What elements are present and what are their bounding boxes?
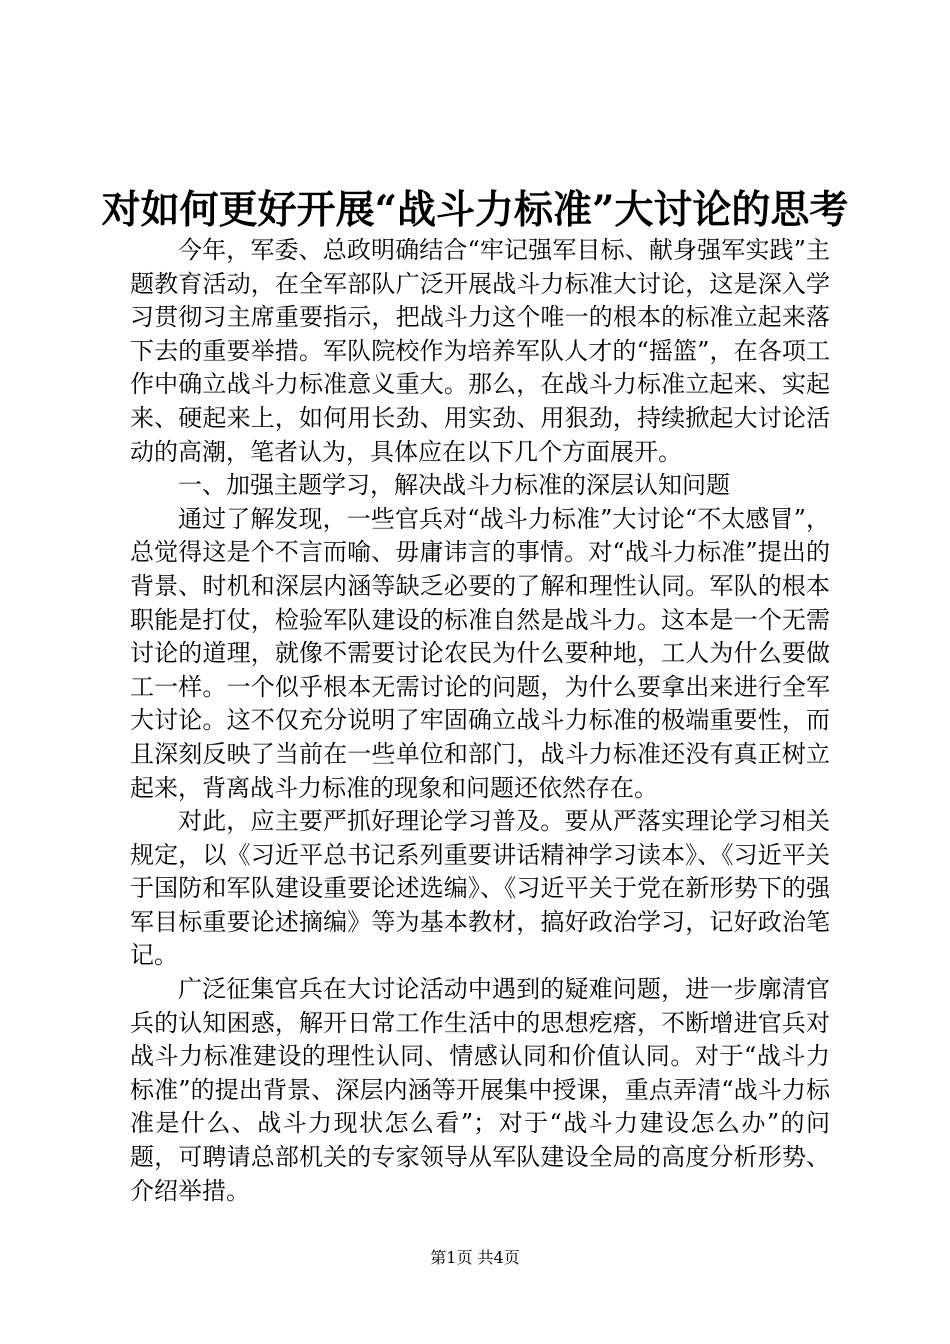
paragraph-problem: 通过了解发现，一些官兵对“战斗力标准”大讨论“不太感冒”，总觉得这是个不言而喻、毋庸讳言的事情。对“战斗力标准”提出的背景、时机和深层内涵等缺乏必要的了解和理性认同。军队的根本职能是打仗，检验军队建设的标准自然是战斗力。这本是一个无需讨论的道理，就像不需要讨论农民为什么要种地，工人为什么要做工一样。一个似乎根本无需讨论的问题，为什么要拿出来进行全军大讨论。这不仅充分说明了牢固确立战斗力标准的极端重要性，而且深刻反映了当前在一些单位和部门，战斗力标准还没有真正树立起来，背离战斗力标准的现象和问题还依然存在。 (130, 504, 830, 802)
paragraph-intro: 今年，军委、总政明确结合“牢记强军目标、献身强军实践”主题教育活动，在全军部队广泛开展战斗力标准大讨论，这是深入学习贯彻习主席重要指示，把战斗力这个唯一的根本的标准立起来落下去的重要举措。军队院校作为培养军队人才的“摇篮”，在各项工作中确立战斗力标准意义重大。那么，在战斗力标准立起来、实起来、硬起来上，如何用长劲、用实劲、用狠劲，持续掀起大讨论活动的高潮，笔者认为，具体应在以下几个方面展开。 (130, 236, 830, 466)
paragraph-collect-questions: 广泛征集官兵在大讨论活动中遇到的疑难问题，进一步廓清官兵的认知困惑，解开日常工作生活中的思想疙瘩，不断增进官兵对战斗力标准建设的理性认同、情感认同和价值认同。对于“战斗力标准”的提出背景、深层内涵等开展集中授课，重点弄清“战斗力标准是什么、战斗力现状怎么看”；对于“战斗力建设怎么办”的问题，可聘请总部机关的专家领导从军队建设全局的高度分析形势、介绍举措。 (130, 975, 830, 1205)
document-title: 对如何更好开展“战斗力标准”大讨论的思考 (101, 187, 849, 233)
section-heading: 一、加强主题学习，解决战斗力标准的深层认知问题 (178, 471, 730, 500)
page-number-footer: 第1页 共4页 (430, 1248, 520, 1267)
document-body (130, 234, 830, 1208)
paragraph-theory-study: 对此，应主要严抓好理论学习普及。要从严落实理论学习相关规定，以《习近平总书记系列重要讲话精神学习读本》、《习近平关于国防和军队建设重要论述选编》、《习近平关于党在新形势下的强军目标重要论述摘编》等为基本教材，搞好政治学习，记好政治笔记。 (130, 807, 830, 970)
